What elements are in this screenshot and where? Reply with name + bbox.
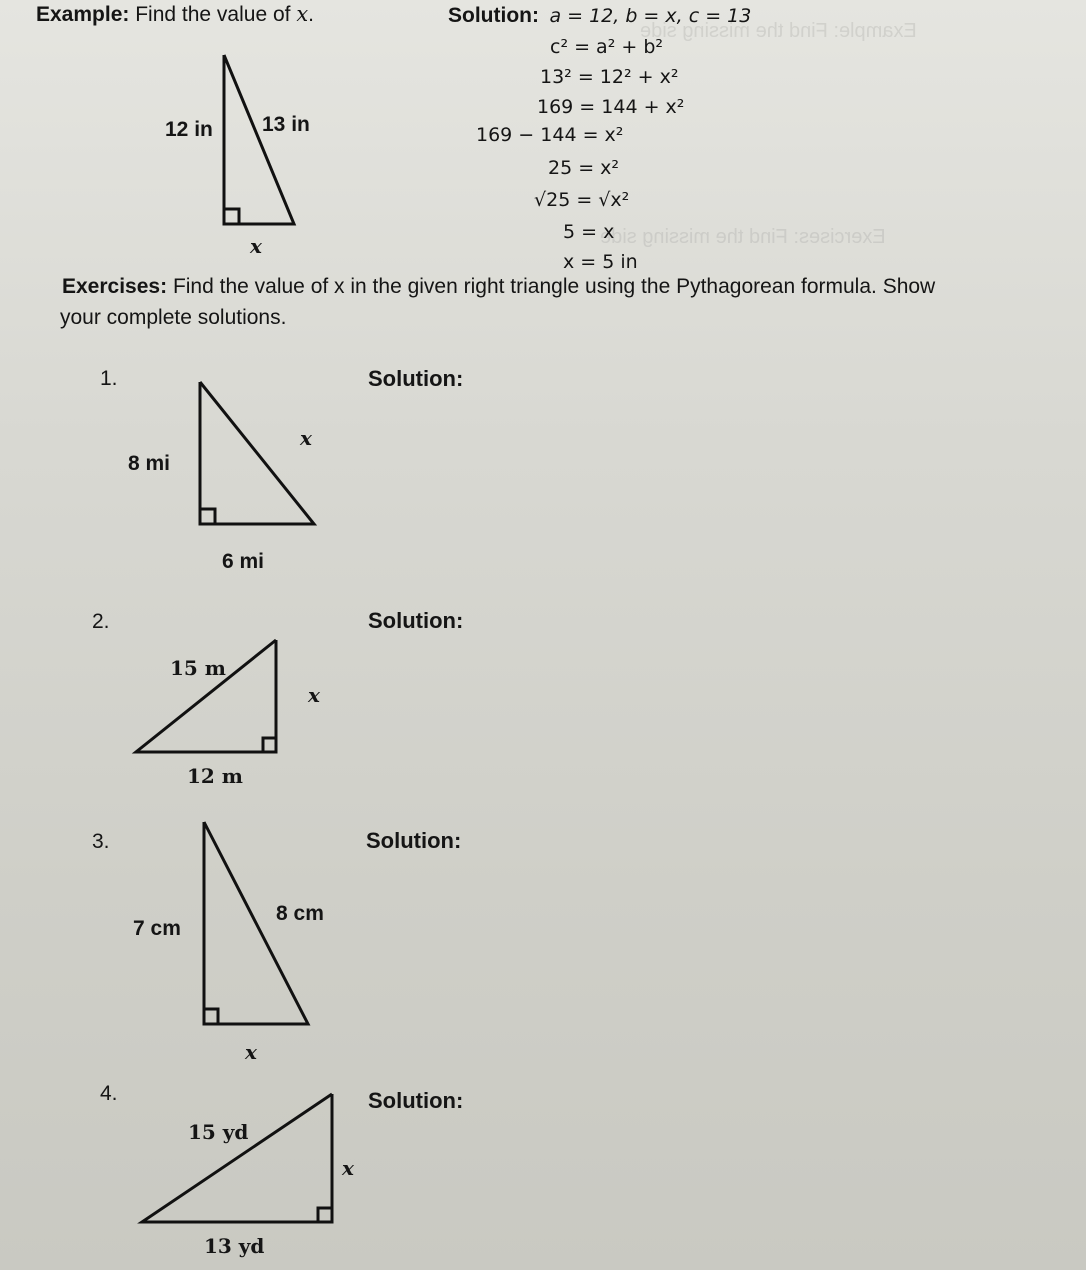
example-step: 169 = 144 + x² [537, 96, 685, 118]
bleed-through-text: Exercises: Find the missing side [600, 226, 886, 248]
example-triangle [210, 52, 300, 232]
exercise-solution-label: Solution: [366, 828, 462, 853]
exercise-1-left-side-label: 8 mi [128, 452, 171, 475]
example-step: 5 = x [563, 221, 615, 243]
example-prompt [36, 2, 314, 27]
exercise-3-hypotenuse-label: 8 cm [276, 902, 324, 925]
exercises-instructions-line1 [62, 275, 935, 299]
exercise-3-bottom-side-label: x [245, 1040, 257, 1064]
exercise-4-bottom-side-label: 13 yd [204, 1234, 265, 1258]
exercise-1-bottom-side-label: 6 mi [222, 550, 265, 573]
exercise-number: 2. [92, 610, 110, 633]
exercise-number: 3. [92, 830, 110, 853]
exercise-solution-label: Solution: [368, 1088, 464, 1113]
example-step: 169 − 144 = x² [476, 124, 624, 146]
exercise-2-bottom-side-label: 12 m [187, 764, 243, 788]
example-hypotenuse-label: 13 in [262, 113, 310, 136]
exercise-3-left-side-label: 7 cm [133, 917, 181, 940]
example-step: 25 = x² [548, 157, 620, 179]
example-prompt-end: . [308, 3, 315, 26]
example-step: 13² = 12² + x² [540, 66, 679, 88]
exercise-1-triangle [190, 378, 320, 528]
exercise-2-triangle [130, 636, 280, 756]
example-solution-label: Solution: [448, 4, 539, 27]
exercises-label: Exercises: [62, 275, 168, 298]
exercise-number: 4. [100, 1082, 118, 1105]
example-step: c² = a² + b² [550, 36, 663, 58]
example-leg-vertical-label: 12 in [165, 118, 213, 141]
exercise-2-hypotenuse-label: 15 m [170, 656, 226, 680]
exercise-solution-label: Solution: [368, 608, 464, 633]
exercise-4-hypotenuse-label: 15 yd [188, 1120, 249, 1144]
example-solution-header [448, 4, 751, 28]
example-label: Example: [36, 3, 130, 26]
exercise-number: 1. [100, 367, 118, 390]
bleed-through-text: Example: Find the missing side [640, 20, 917, 42]
exercise-4-triangle [138, 1090, 338, 1228]
example-givens: a = 12, b = x, c = 13 [549, 5, 752, 27]
exercise-1-hypotenuse-label: x [300, 426, 312, 450]
exercises-instructions-text: Find the value of x in the given right triangle using the Pythagorean formula. Show [172, 275, 936, 298]
example-prompt-var: x [296, 2, 309, 26]
exercise-2-right-side-label: x [308, 683, 320, 707]
exercises-instructions-line2: your complete solutions. [60, 306, 287, 329]
exercise-solution-label: Solution: [368, 366, 464, 391]
example-step: √25 = √x² [534, 189, 630, 211]
example-prompt-text: Find the value of [135, 3, 291, 26]
exercise-4-right-side-label: x [342, 1156, 354, 1180]
example-step: x = 5 in [563, 251, 638, 273]
example-leg-bottom-label: x [250, 234, 262, 258]
